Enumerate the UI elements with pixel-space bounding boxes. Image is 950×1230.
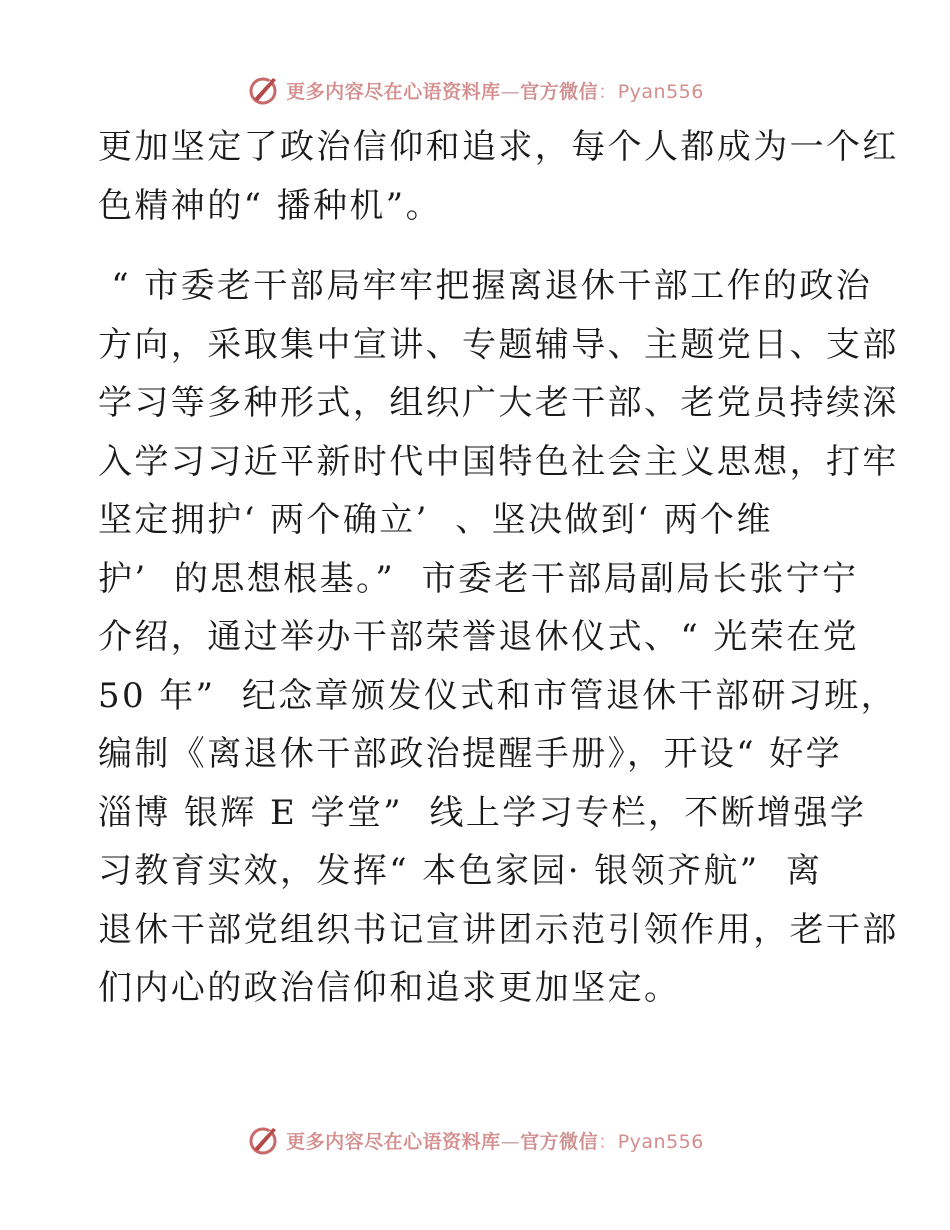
text-line: 介绍，通过举办干部荣誉退休仪式、“ 光荣在党 <box>98 617 859 657</box>
text-line: 更加坚定了政治信仰和追求，每个人都成为一个红 <box>98 127 899 167</box>
text-line: “ 市委老干部局牢牢把握离退休干部工作的政治 <box>98 266 873 306</box>
watermark-dash: — <box>500 1130 521 1153</box>
text-line: 学习等多种形式，组织广大老干部、老党员持续深 <box>98 383 899 423</box>
header-watermark <box>0 70 950 110</box>
text-line: 退休干部党组织书记宣讲团示范引领作用，老干部 <box>98 909 899 950</box>
watermark-wechat-id: Pyan556 <box>617 80 704 103</box>
footer-watermark <box>0 1120 950 1160</box>
quill-seal-logo-icon <box>246 73 280 107</box>
text-line: 50 年” 纪念章颁发仪式和市管退休干部研习班， <box>98 675 898 716</box>
watermark-dash: — <box>500 80 521 103</box>
text-line: 们内心的政治信仰和追求更加坚定。 <box>98 968 681 1008</box>
paragraph-2 <box>98 257 899 1018</box>
watermark-official-label: 官方微信 <box>520 80 599 103</box>
watermark-wechat-id: Pyan556 <box>617 1130 704 1153</box>
quill-seal-logo-icon <box>246 1123 280 1157</box>
text-line: 淄博 银辉 E 学堂” 线上学习专栏，不断增强学 <box>98 792 867 833</box>
paragraph-gap <box>98 235 858 257</box>
watermark-official-label: 官方微信 <box>520 1130 599 1153</box>
paragraph-1 <box>98 118 899 235</box>
text-line: 色精神的“ 播种机”。 <box>98 185 442 226</box>
watermark-separator: ： <box>598 1130 618 1153</box>
text-line: 习教育实效，发挥“ 本色家园· 银领齐航” 离 <box>98 851 823 891</box>
watermark-brand: 更多内容尽在心语资料库 <box>286 1130 501 1153</box>
text-line: 编制《离退休干部政治提醒手册》，开设“ 好学 <box>98 734 842 774</box>
text-line: 方向，采取集中宣讲、专题辅导、主题党日、支部 <box>98 324 899 365</box>
text-line: 坚定拥护‘ 两个确立’ 、坚决做到‘ 两个维 <box>98 500 773 540</box>
text-line: 护’ 的思想根基。” 市委老干部局副局长张宁宁 <box>98 558 859 599</box>
document-body <box>98 118 899 1018</box>
watermark-separator: ： <box>598 80 618 103</box>
text-line: 入学习习近平新时代中国特色社会主义思想，打牢 <box>98 441 899 482</box>
watermark-brand: 更多内容尽在心语资料库 <box>286 80 501 103</box>
